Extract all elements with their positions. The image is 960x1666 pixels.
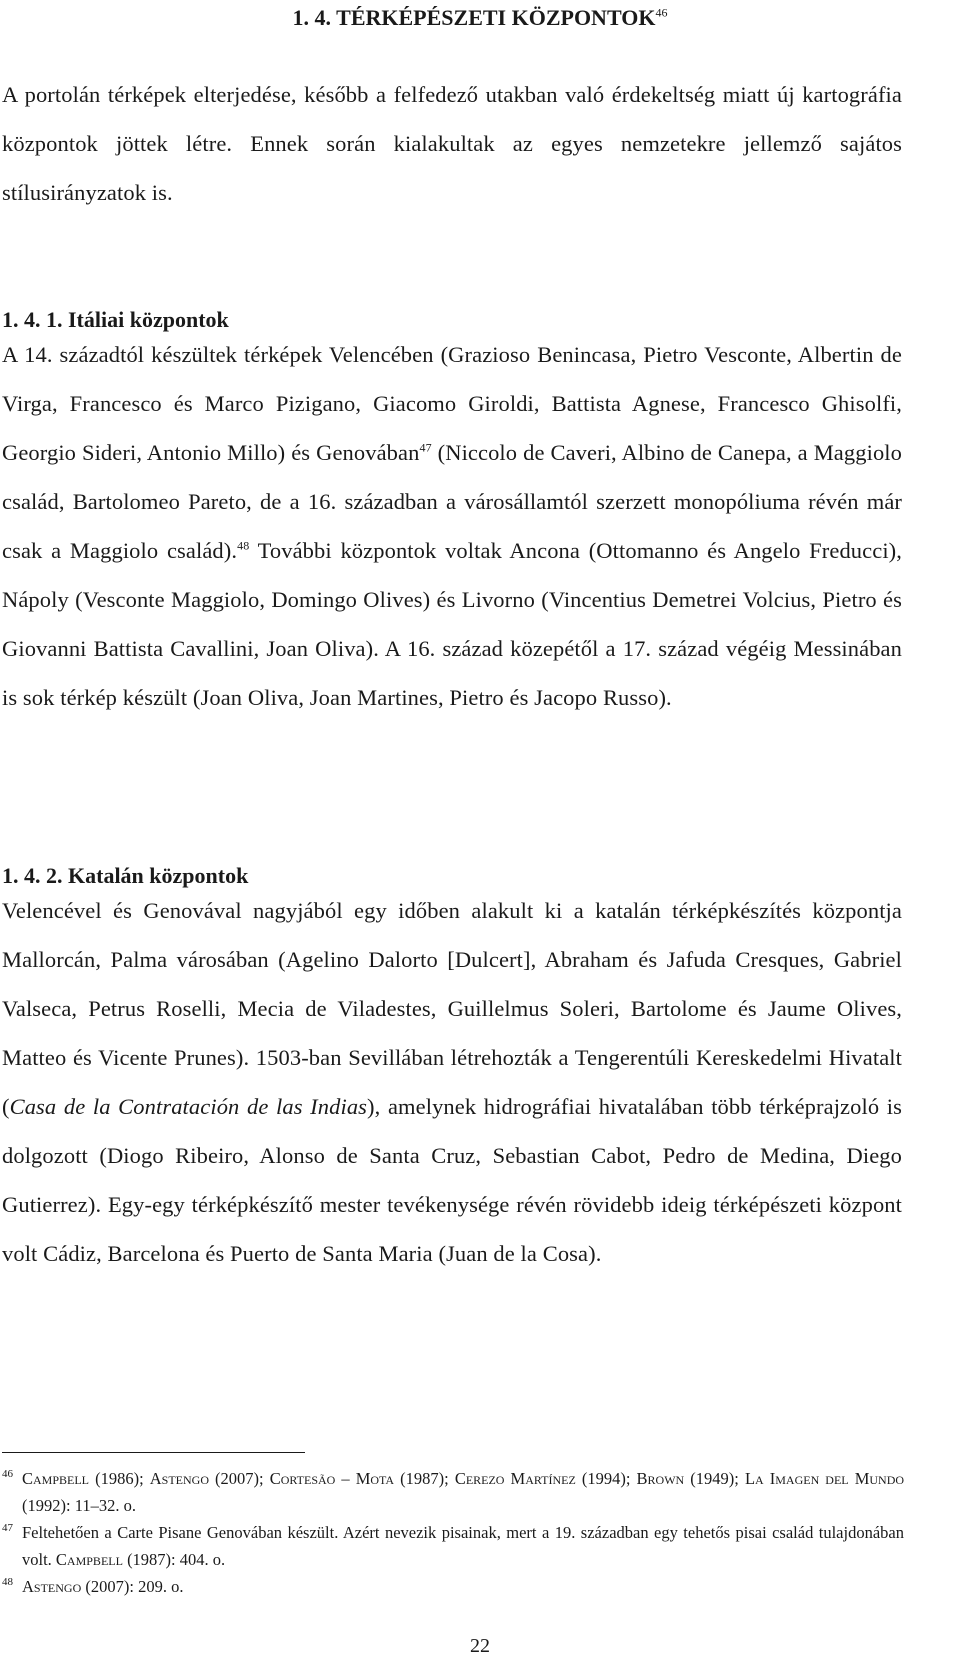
intro-paragraph: A portolán térképek elterjedése, később a felfedező utakban való érdekeltség miatt új kartográfia központok jöttek létre. Ennek során kialakultak az egyes nemzetekre jellemző sajátos stílusirányzatok is.: [2, 82, 902, 205]
intro-paragraph-block: [2, 70, 902, 217]
footnote-author: Campbell: [22, 1469, 90, 1488]
section-1-paragraph-block: [2, 330, 902, 722]
footnote-ref-46: 46: [655, 5, 668, 20]
section-heading-italian-centers: 1. 4. 1. Itáliai központok: [2, 307, 229, 332]
footnote-number: 46: [2, 1468, 13, 1480]
footnote-author: Astengo: [149, 1469, 209, 1488]
section-1-text-b: (Niccolo de Caveri, Albino de Canepa, a Maggiolo család, Bartolomeo Pareto, de a 16. században a városállamtól szerzett monopóliuma révén már csak a Maggiolo család).: [2, 440, 902, 563]
chapter-title-text: 1. 4. TÉRKÉPÉSZETI KÖZPONTOK: [292, 5, 656, 30]
footnote-author: Cortesão – Mota: [269, 1469, 395, 1488]
section-1-text-c: További központok voltak Ancona (Ottomanno és Angelo Freducci), Nápoly (Vesconte Maggiolo, Domingo Olives) és Livorno (Vincentius Demetrei Volcius, Pietro és Giovanni Battista Cavallini, Joan Oliva). A 16. század közepétől a 17. század végéig Messinában is sok térkép készült (Joan Oliva, Joan Martines, Pietro és Jacopo Russo).: [2, 538, 902, 710]
footnote-author: Campbell: [55, 1550, 123, 1569]
footnote-text: (1992): 11–32. o.: [22, 1496, 136, 1515]
footnote-number: 48: [2, 1576, 13, 1588]
footnote-author: Astengo: [22, 1577, 82, 1596]
section-heading-catalan-centers: 1. 4. 2. Katalán központok: [2, 863, 249, 888]
section-2-paragraph: [2, 886, 902, 1278]
footnote-text: (1987): 404. o.: [122, 1550, 226, 1569]
footnote-46: [2, 1465, 904, 1519]
section-1-text-a: A 14. századtól készültek térképek Velencében (Grazioso Benincasa, Pietro Vesconte, Albertin de Virga, Francesco és Marco Pizigano, Giacomo Giroldi, Battista Agnese, Francesco Ghisolfi, Georgio Sideri, Antonio Millo) és Genovában: [2, 342, 902, 465]
footnote-text: (2007): 209. o.: [81, 1577, 184, 1596]
chapter-title: [0, 4, 960, 32]
page-number: 22: [470, 1635, 490, 1657]
footnote-ref-47: 47: [419, 440, 432, 455]
section-2-paragraph-block: [2, 886, 902, 1278]
footnote-48: [2, 1573, 904, 1600]
footnotes: [2, 1465, 904, 1600]
footnote-ref-48: 48: [237, 538, 250, 553]
footnote-text: (1987);: [394, 1469, 455, 1488]
section-2-text-b: ), amelynek hidrográfiai hivatalában több térképrajzoló is dolgozott (Diogo Ribeiro, Alonso de Santa Cruz, Sebastian Cabot, Pedro de Medina, Diego Gutierrez). Egy-egy térképkészítő mester tevékenysége révén rövidebb ideig térképészeti központ volt Cádiz, Barcelona és Puerto de Santa Maria (Juan de la Cosa).: [2, 1094, 902, 1266]
footnote-text: (1994);: [575, 1469, 637, 1488]
footnote-text: (1949);: [684, 1469, 745, 1488]
footnote-author: Brown: [636, 1469, 685, 1488]
footnote-text: (2007);: [208, 1469, 270, 1488]
footnote-author: Cerezo Martínez: [454, 1469, 576, 1488]
section-2-italic-title: Casa de la Contratación de las Indias: [9, 1094, 368, 1119]
footnote-47: [2, 1519, 904, 1573]
footnote-number: 47: [2, 1522, 13, 1534]
section-2-text-a: Velencével és Genovával nagyjából egy időben alakult ki a katalán térképkészítés központja Mallorcán, Palma városában (Agelino Dalorto [Dulcert], Abraham és Jafuda Cresques, Gabriel Valseca, Petrus Roselli, Mecia de Viladestes, Guillelmus Soleri, Bartolome és Jaume Olives, Matteo és Vicente Prunes). 1503-ban Sevillában létrehozták a Tengerentúli Kereskedelmi Hivatalt (: [2, 898, 902, 1119]
footnote-author: La Imagen del Mundo: [744, 1469, 905, 1488]
footnote-separator: [2, 1452, 305, 1453]
footnote-text: Feltehetően a Carte Pisane Genovában készült. Azért nevezik pisainak, mert a 19. században egy tehetős pisai család tulajdonában volt.: [22, 1523, 904, 1569]
footnote-text: (1986);: [89, 1469, 150, 1488]
section-1-paragraph: [2, 330, 902, 722]
